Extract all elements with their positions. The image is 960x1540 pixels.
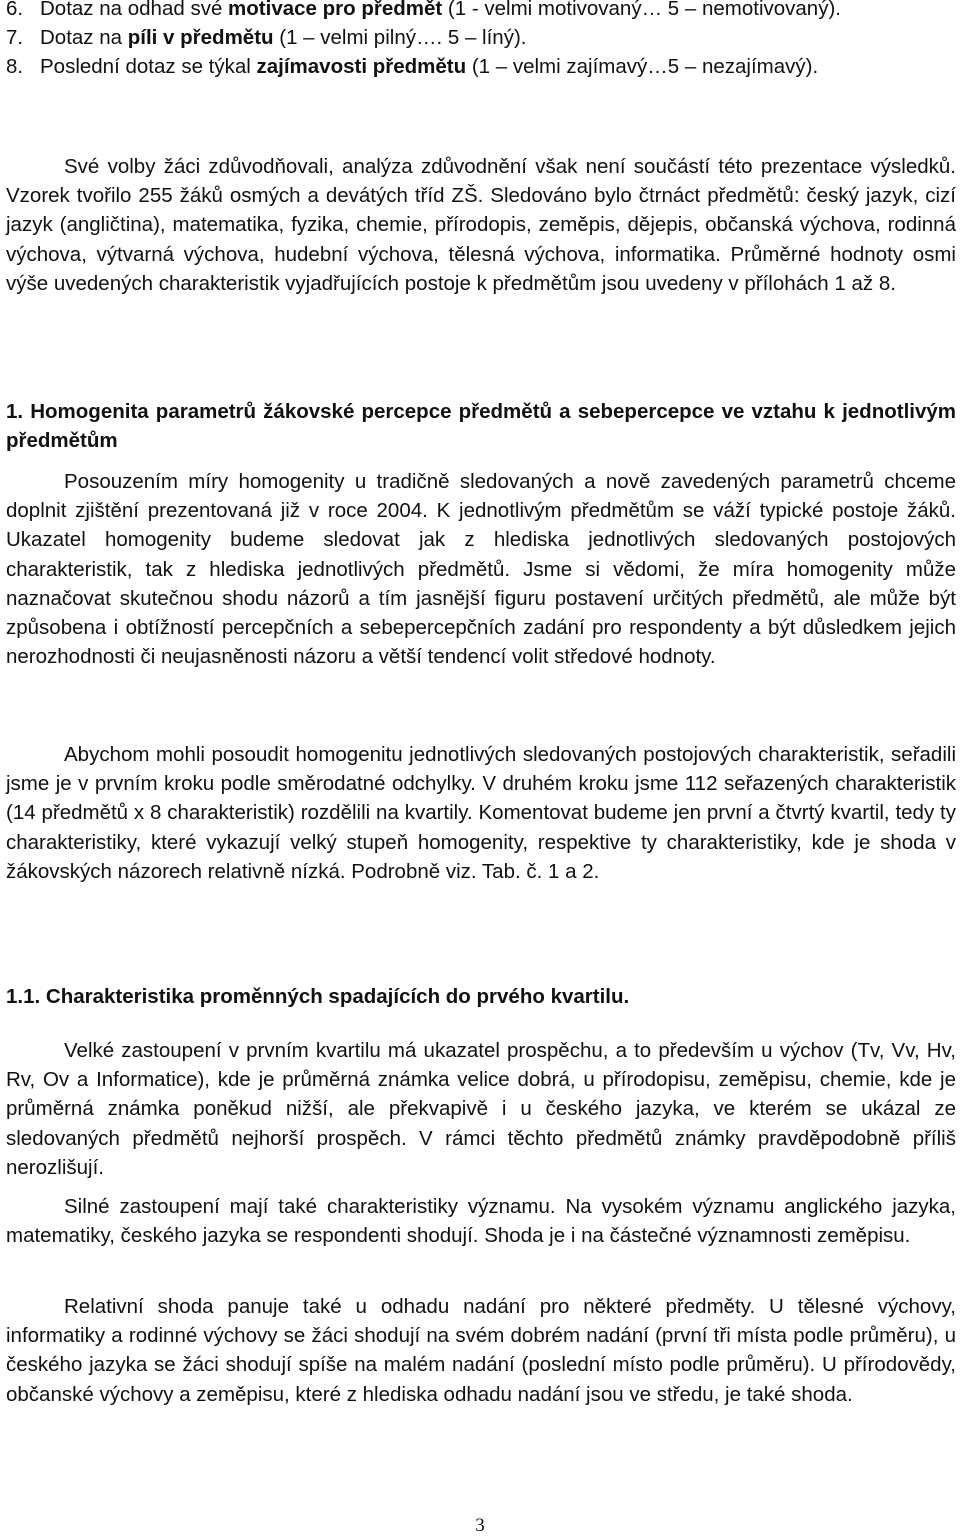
question-list	[6, 0, 956, 82]
list-item-7: 7. Dotaz na píli v předmětu (1 – velmi pilný…. 5 – líný).	[6, 23, 956, 52]
section-1-paragraph-1: Posouzením míry homogenity u tradičně sledovaných a nově zavedených parametrů chceme doplnit zjištění prezentovaná již v roce 2004. K jednotlivým předmětům se váží typické postoje žáků. Ukazatel homogenity budeme sledovat jak z hlediska jednotlivých sledovaných postojových charakteristik, tak z hlediska jednotlivých předmětů. Jsme si vědomi, že míra homogenity může naznačovat skutečnou shodu názorů a tím jasnější figuru postavení určitých předmětů, ale může být způsobena i obtížností percepčních a sebepercepčních zadání pro respondenty a být důsledkem jejich nerozhodnosti či neujasněnosti názoru a větší tendencí volit středové hodnoty.	[6, 470, 956, 669]
section-1-1-paragraph-1: Velké zastoupení v prvním kvartilu má ukazatel prospěchu, a to především u výchov (Tv, Vv, Hv, Rv, Ov a Informatice), kde je průměrná známka velice dobrá, u přírodopisu, zeměpisu, chemie, kde je průměrná známka poněkud nižší, ale překvapivě i u českého jazyka, ve kterém se ukázal ze sledovaných předmětů nejhorší prospěch. V rámci těchto předmětů známky pravděpodobně příliš nerozlišují.	[6, 1039, 956, 1179]
list-item-8: 8. Poslední dotaz se týkal zajímavosti předmětu (1 – velmi zajímavý…5 – nezajímavý).	[6, 52, 956, 81]
emphasis: píli v předmětu	[127, 26, 274, 50]
section-heading-1-1: 1.1. Charakteristika proměnných spadajících do prvého kvartilu.	[6, 985, 630, 1008]
list-item-6: 6. Dotaz na odhad své motivace pro předmět (1 - velmi motivovaný… 5 – nemotivovaný).	[6, 0, 956, 23]
section-1-paragraph-2: Abychom mohli posoudit homogenitu jednotlivých sledovaných postojových charakteristik, seřadili jsme je v prvním kroku podle směrodatné odchylky. V druhém kroku jsme 112 seřazených charakteristik (14 předmětů x 8 charakteristik) rozdělili na kvartily. Komentovat budeme jen první a čtvrtý kvartil, tedy ty charakteristiky, které vykazují velký stupeň homogenity, respektive ty charakteristiky, kde je shoda v žákovských názorech relativně nízká. Podrobně viz. Tab. č. 1 a 2.	[6, 743, 956, 883]
list-number: 6.	[6, 0, 24, 20]
section-1-1-paragraph-2: Silné zastoupení mají také charakteristiky významu. Na vysokém významu anglického jazyka, matematiky, českého jazyka se respondenti shodují. Shoda je i na částečné významnosti zeměpisu.	[6, 1195, 956, 1248]
intro-paragraph: Své volby žáci zdůvodňovali, analýza zdůvodnění však není součástí této prezentace výsledků. Vzorek tvořilo 255 žáků osmých a devátých tříd ZŠ. Sledováno bylo čtrnáct předmětů: český jazyk, cizí jazyk (angličtina), matematika, fyzika, chemie, přírodopis, zeměpis, dějepis, občanská výchova, rodinná výchova, výtvarná výchova, hudební výchova, tělesná výchova, informatika. Průměrné hodnoty osmi výše uvedených charakteristik vyjadřujících postoje k předmětům jsou uvedeny v přílohách 1 až 8.	[6, 155, 956, 295]
list-number: 7.	[6, 26, 24, 50]
emphasis: motivace pro předmět	[228, 0, 443, 20]
emphasis: zajímavosti předmětu	[256, 55, 467, 79]
section-1-1-paragraph-3: Relativní shoda panuje také u odhadu nadání pro některé předměty. U tělesné výchovy, informatiky a rodinné výchovy se žáci shodují na svém dobrém nadání (první tři místa podle průměru), u českého jazyka se žáci shodují spíše na malém nadání (poslední místo podle průměru). U přírodovědy, občanské výchovy a zeměpisu, které z hlediska odhadu nadání jsou ve středu, je také shoda.	[6, 1295, 956, 1406]
section-heading-1: 1. Homogenita parametrů žákovské percepce předmětů a sebepercepce ve vztahu k jednotlivým předmětům	[6, 400, 956, 453]
list-number: 8.	[6, 55, 24, 79]
page-number: 3	[475, 1515, 485, 1536]
